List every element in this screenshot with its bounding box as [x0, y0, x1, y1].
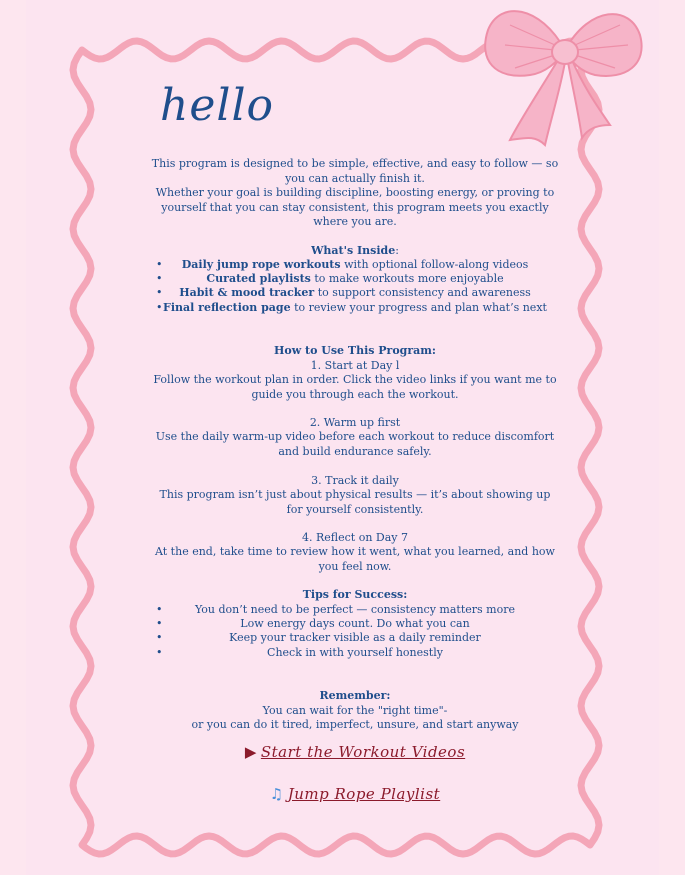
whats-inside-heading: What's Inside: [311, 244, 399, 257]
bullet-icon: • [156, 258, 163, 271]
step-title: 1. Start at Day l [310, 359, 400, 372]
intro-paragraph-2: Whether your goal is building discipline, boosting energy, or proving to yourself that you can stay consistent, this program meets you exactly where you are. [155, 186, 555, 228]
item-text: to make workouts more enjoyable [310, 272, 504, 285]
item-title: Habit & mood tracker [179, 286, 315, 299]
step-text: This program isn’t just about physical results — it’s about showing up for yourself consistently. [159, 488, 551, 516]
playlist-label: Jump Rope Playlist [287, 785, 441, 803]
workout-videos-label: Start the Workout Videos [260, 743, 466, 761]
step-text: Follow the workout plan in order. Click the video links if you want me to guide you through each the workout. [153, 373, 557, 401]
play-icon: ▶ [244, 743, 257, 761]
list-item [150, 617, 560, 632]
list-item [150, 301, 560, 316]
tips-heading: Tips for Success: [302, 588, 408, 601]
item-title: Curated playlists [206, 272, 311, 285]
bow-decoration [480, 0, 655, 170]
how-to-heading: How to Use This Program: [274, 344, 436, 357]
intro-paragraph-1: This program is designed to be simple, effective, and easy to follow — so you can actually finish it. [151, 157, 559, 185]
music-note-icon: ♫ [269, 785, 284, 803]
list-item [150, 286, 560, 301]
item-title: Daily jump rope workouts [181, 258, 341, 271]
item-title: Final reflection page [163, 301, 291, 314]
bullet-icon: • [156, 646, 163, 659]
remember-heading: Remember: [319, 689, 391, 702]
list-item [150, 603, 560, 618]
tip-text: Keep your tracker visible as a daily reminder [229, 631, 481, 644]
step-text: At the end, take time to review how it went, what you learned, and how you feel now. [155, 545, 555, 573]
list-item [150, 272, 560, 287]
bullet-icon: • [156, 301, 163, 314]
bullet-icon: • [156, 617, 163, 630]
greeting-title: hello [160, 80, 275, 131]
tip-text: You don’t need to be perfect — consistency matters more [195, 603, 515, 616]
bullet-icon: • [156, 631, 163, 644]
whats-inside-heading-text: What's Inside [311, 244, 396, 257]
tip-text: Check in with yourself honestly [267, 646, 443, 659]
list-item [150, 258, 560, 273]
list-item [150, 631, 560, 646]
step-title: 4. Reflect on Day 7 [302, 531, 408, 544]
item-text: to review your progress and plan what’s next [290, 301, 547, 314]
remember-line-1: You can wait for the "right time"- [262, 704, 448, 717]
bullet-icon: • [156, 272, 163, 285]
bullet-icon: • [156, 603, 163, 616]
step-title: 2. Warm up first [309, 416, 401, 429]
remember-line-2: or you can do it tired, imperfect, unsure, and start anyway [191, 718, 519, 731]
workout-videos-link[interactable] [150, 745, 560, 760]
list-item [150, 646, 560, 661]
bullet-icon: • [156, 286, 163, 299]
step-title: 3. Track it daily [311, 474, 399, 487]
item-text: with optional follow-along videos [340, 258, 529, 271]
playlist-link[interactable] [150, 787, 560, 802]
tip-text: Low energy days count. Do what you can [240, 617, 470, 630]
item-text: to support consistency and awareness [314, 286, 531, 299]
step-text: Use the daily warm-up video before each workout to reduce discomfort and build endurance safely. [155, 430, 555, 458]
